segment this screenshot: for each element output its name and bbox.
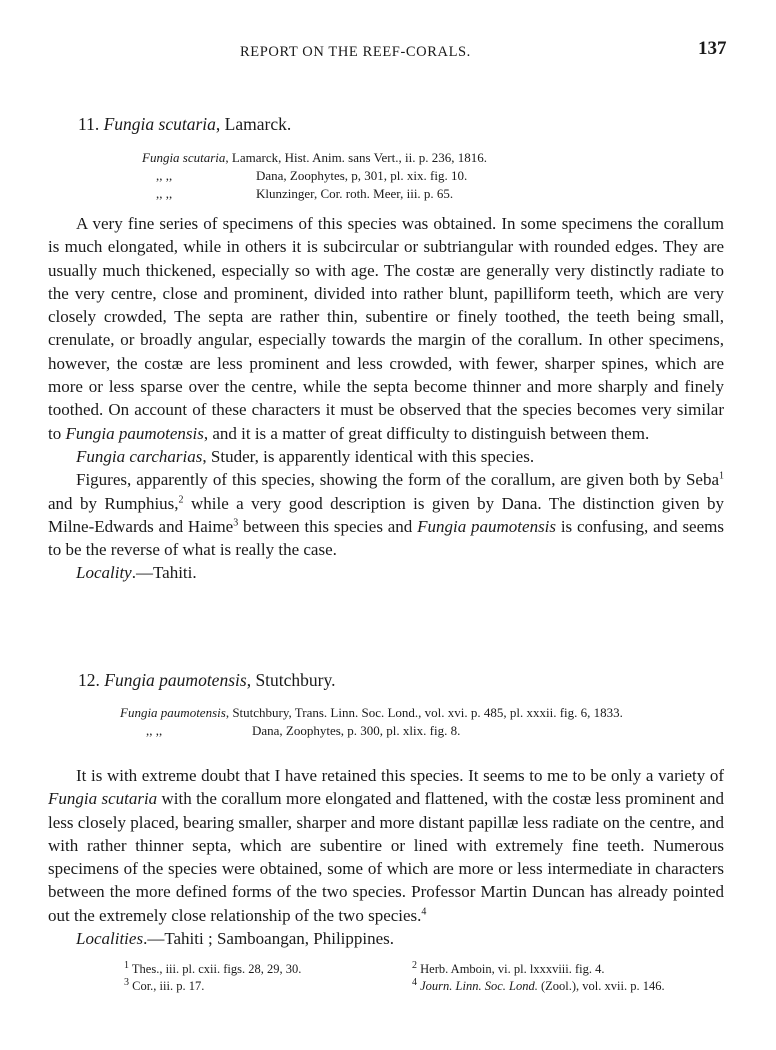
text-run: is confusing, and seems to be the reverse of what is really the case.: [48, 516, 724, 560]
species-author: , Stutchbury.: [246, 670, 336, 690]
text-run: Figures, apparently of this species, showing the form of the corallum, are given both by Seba: [76, 470, 719, 490]
synonym-name: Fungia scutaria: [142, 150, 226, 165]
footnote-4: [412, 976, 665, 994]
text-run: between this species and: [238, 516, 418, 536]
synonym-line: [120, 722, 623, 740]
species-name: Fungia paumotensis: [104, 670, 247, 690]
synonym-name: Fungia paumotensis: [120, 705, 226, 720]
section-12-body: [48, 764, 724, 950]
footnote-mark: 2: [412, 959, 417, 971]
paragraph: [48, 212, 724, 445]
synonym-reference: Dana, Zoophytes, p, 301, pl. xix. fig. 10.: [256, 168, 468, 183]
text-run: with the corallum more elongated and flattened, with the costæ less prominent and less closely placed, bearing smaller, sharper and more distant papillæ less radiate on the centre, and with rather thinner septa, which are subentire or lined with extremely fine teeth. Numerous specimens of the species were obtained, some of which are more or less intermediate in characters between the more defined forms of the two species. Professor Martin Duncan has already pointed out the extremely close relationship of the two species.: [48, 789, 724, 925]
footnote-mark: 3: [124, 976, 129, 988]
ditto-marks: ,, ,,: [146, 723, 163, 738]
footnote-ref: 1: [719, 470, 724, 482]
synonym-line: [142, 149, 487, 167]
localities-label: Localities: [76, 929, 144, 949]
text-run: while a very good description is given by Dana. The distinction given by Milne-Edwards and Haime: [48, 493, 724, 536]
synonym-reference: Dana, Zoophytes, p. 300, pl. xlix. fig. 8.: [252, 723, 461, 738]
synonym-line: [120, 704, 623, 722]
footnote-2: [412, 959, 605, 977]
paragraph: [48, 764, 724, 927]
footnote-ref: 3: [233, 517, 239, 529]
footnote-3: [124, 976, 205, 994]
species-author: , Lamarck.: [215, 114, 292, 134]
italic-name: Fungia carcharias: [76, 446, 203, 466]
text-run: , Studer, is apparently identical with this species.: [202, 446, 535, 466]
footnote-text: Herb. Amboin, vi. pl. lxxxviii. fig. 4.: [417, 962, 605, 976]
section-11-body: [48, 212, 724, 585]
footnote-text: Cor., iii. p. 17.: [129, 979, 205, 993]
italic-name: Fungia paumotensis: [65, 423, 204, 443]
synonym-reference: , Lamarck, Hist. Anim. sans Vert., ii. p. 236, 1816.: [225, 150, 487, 165]
italic-name: Fungia paumotensis: [417, 516, 557, 536]
locality-line: [48, 561, 724, 584]
localities-line: [48, 927, 724, 950]
footnote-mark: 1: [124, 959, 129, 971]
ditto-marks: ,, ,,: [156, 186, 173, 201]
footnote-mark: 4: [412, 976, 417, 988]
page-number: 137: [698, 38, 727, 59]
synonym-reference: Klunzinger, Cor. roth. Meer, iii. p. 65.: [256, 186, 454, 201]
locality-label: Locality: [76, 563, 132, 583]
text-run: , and it is a matter of great difficulty to distinguish between them.: [203, 423, 650, 443]
species-heading-11: [78, 114, 291, 135]
paragraph: [48, 445, 724, 468]
species-number: 12.: [78, 670, 100, 690]
paragraph: [48, 468, 724, 561]
footnote-text: (Zool.), vol. xvii. p. 146.: [537, 979, 665, 993]
ditto-marks: ,, ,,: [156, 168, 173, 183]
synonymy-block-12: [120, 704, 623, 740]
locality-value: .—Tahiti.: [131, 563, 197, 583]
synonym-reference: , Stutchbury, Trans. Linn. Soc. Lond., vol. xvi. p. 485, pl. xxxii. fig. 6, 1833.: [225, 705, 623, 720]
text-run: and by Rumphius,: [48, 493, 179, 513]
synonym-line: [142, 167, 487, 185]
species-name: Fungia scutaria: [103, 114, 216, 134]
synonym-line: [142, 185, 487, 203]
text-run: A very fine series of specimens of this species was obtained. In some specimens the corallum is much elongated, while in others it is subcircular or subtriangular with rounded edges. They are usually much thickened, especially so with age. The costæ are generally very distinctly radiate to the very centre, close and prominent, divided into rather blunt, papilliform teeth, which are very closely crowded, The septa are rather thin, subentire or finely toothed, the teeth being small, crenulate, or broadly angular, especially towards the margin of the corallum. In other specimens, however, the costæ are less prominent and less crowded, with fewer, sharper spines, which are more or less sparse over the centre, while the septa become thinner and more sharply and finely toothed. On account of these characters it must be observed that the species becomes very similar to: [48, 214, 724, 443]
species-heading-12: [78, 670, 335, 691]
footnote-italic: Journ. Linn. Soc. Lond.: [417, 979, 538, 993]
running-title: REPORT ON THE REEF-CORALS.: [240, 44, 471, 60]
footnote-1: [124, 959, 302, 977]
species-number: 11.: [78, 114, 100, 134]
localities-value: .—Tahiti ; Samboangan, Philippines.: [143, 929, 395, 949]
synonymy-block-11: [142, 149, 487, 203]
text-run: It is with extreme doubt that I have retained this species. It seems to me to be only a variety of: [76, 766, 724, 785]
footnote-ref: 4: [421, 906, 427, 918]
italic-name: Fungia scutaria: [48, 789, 158, 809]
footnote-ref: 2: [178, 493, 184, 505]
footnote-text: Thes., iii. pl. cxii. figs. 28, 29, 30.: [129, 962, 302, 976]
